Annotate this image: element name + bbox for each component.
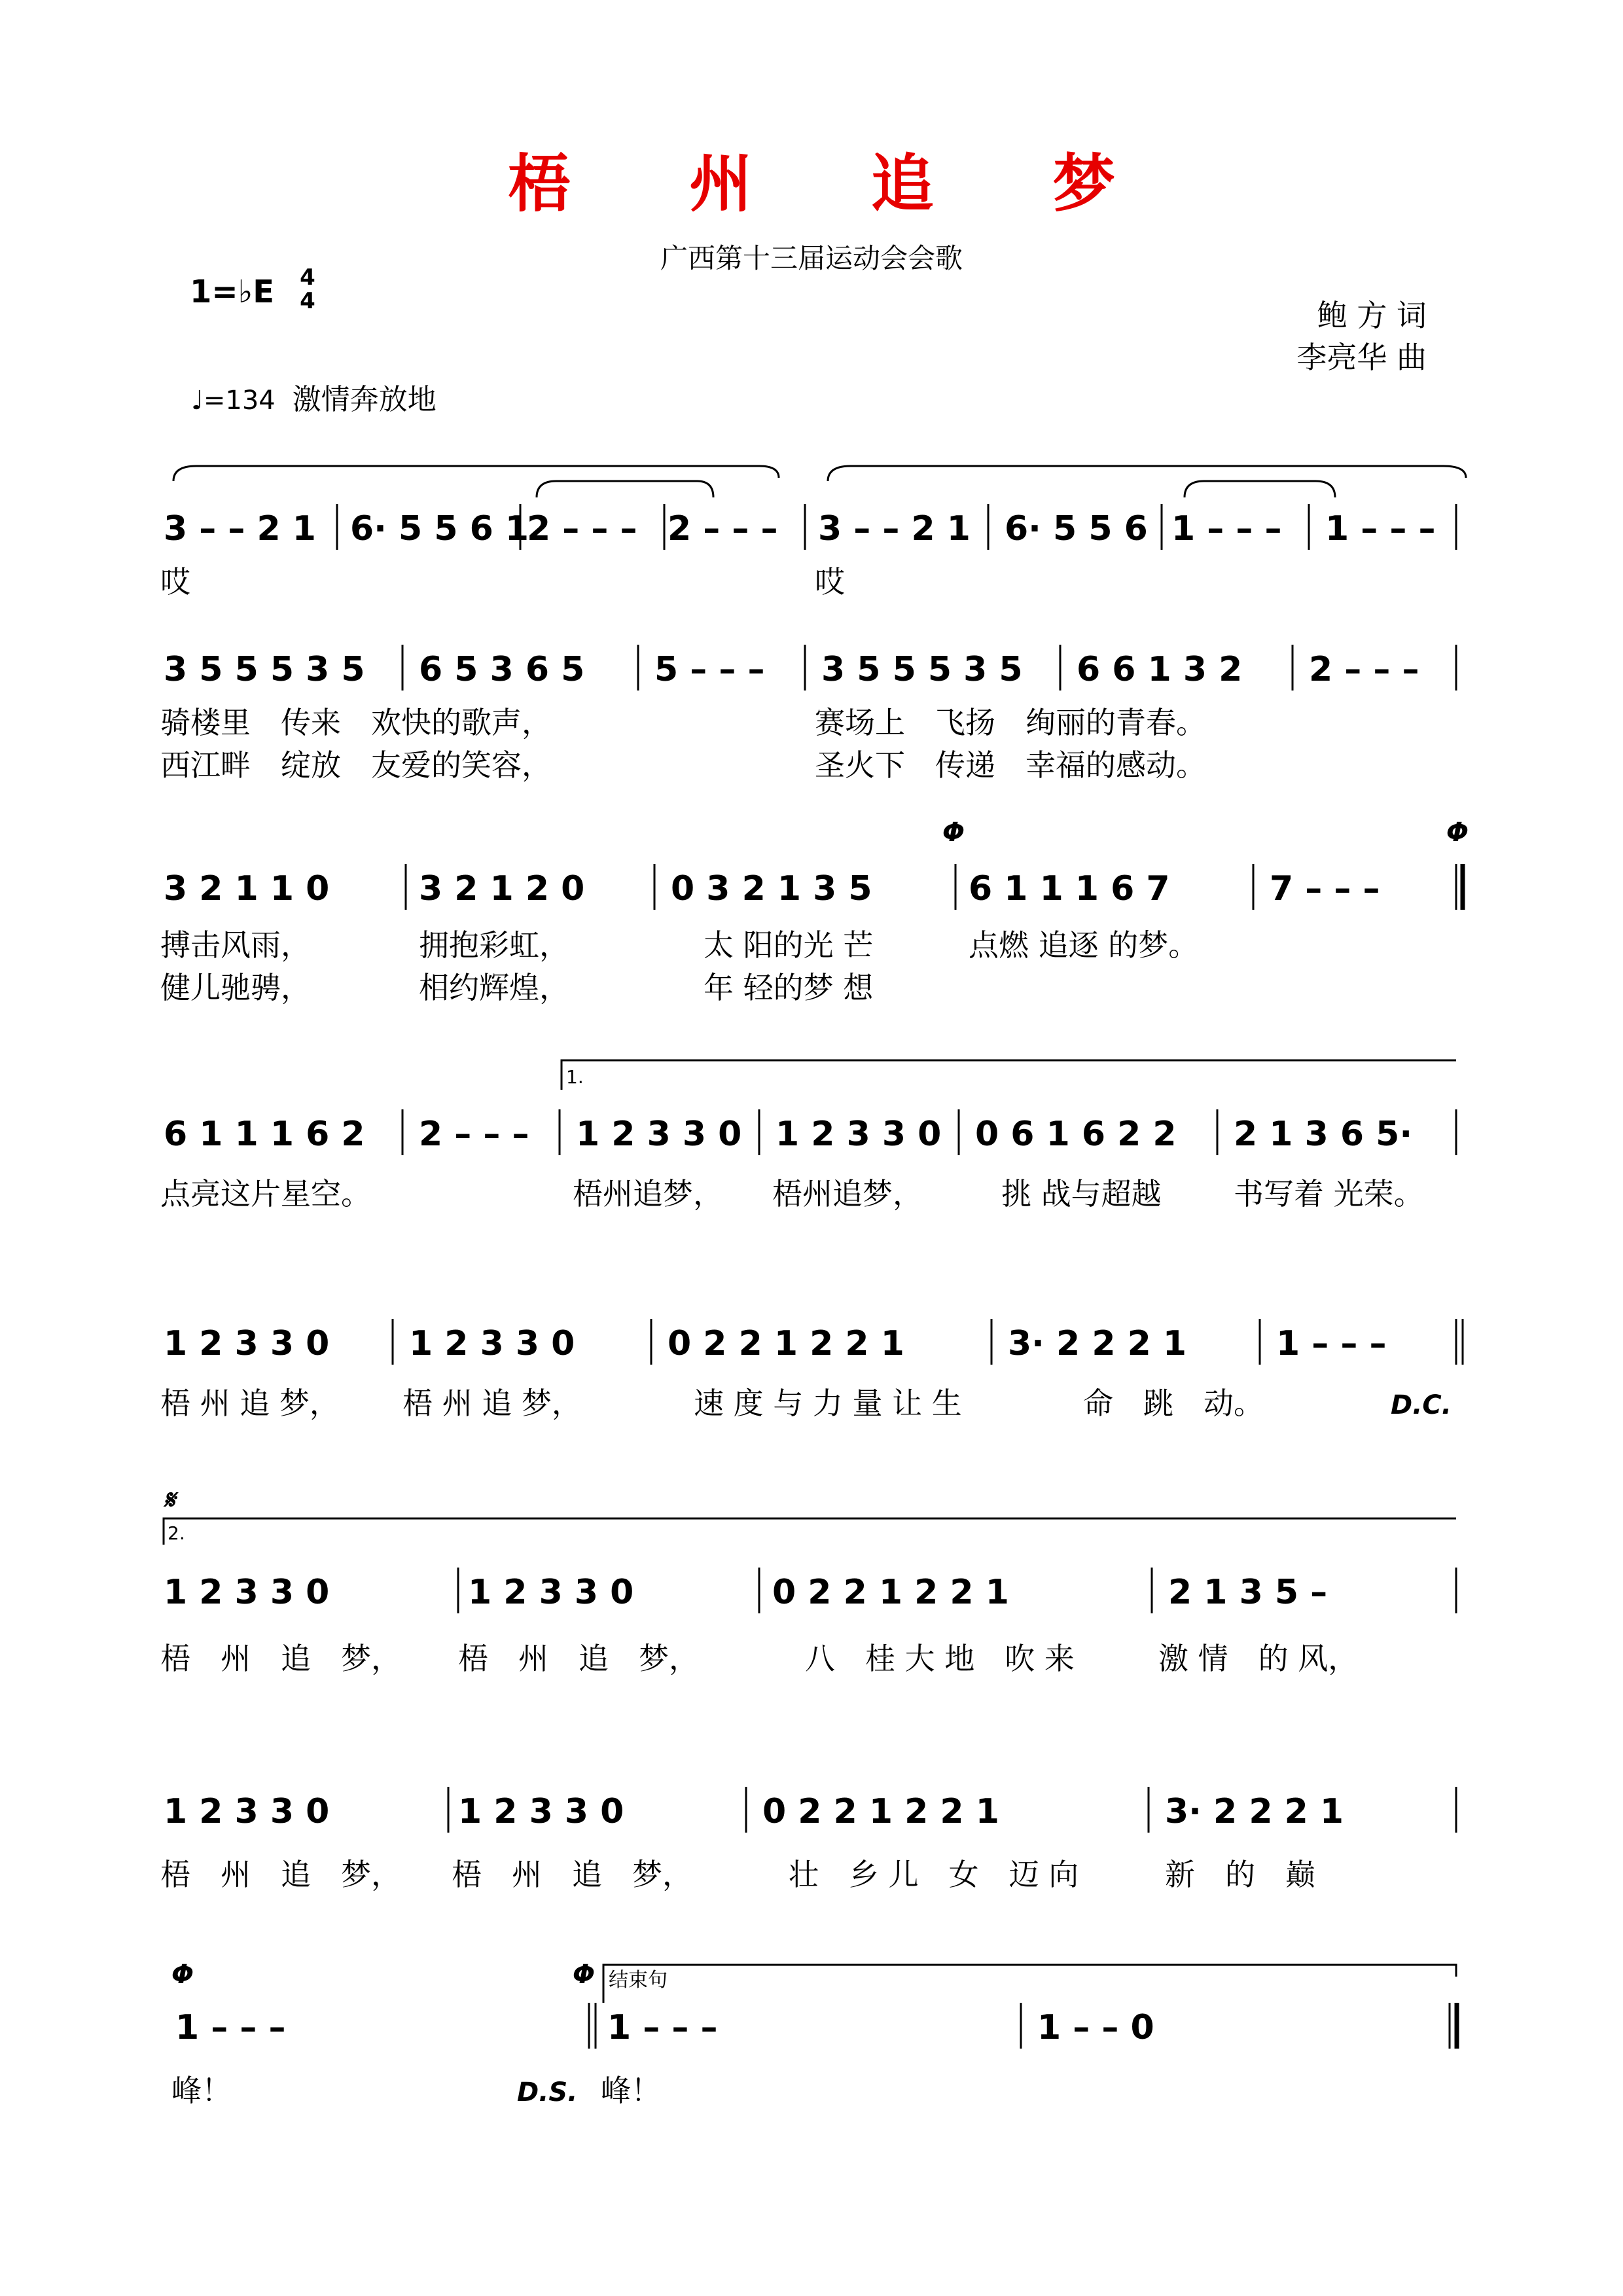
- ds-mark: D.S.: [517, 2077, 578, 2108]
- measure-notes: 6 1 1 1 6 7: [969, 869, 1170, 908]
- measure-notes: 7 – – –: [1270, 869, 1380, 908]
- coda-mark: Φ: [1446, 817, 1469, 848]
- lyric: 哎: [160, 564, 190, 600]
- lyric: 峰！: [601, 2073, 661, 2108]
- measure-notes: 1 2 3 3 0: [468, 1573, 634, 1612]
- coda-mark: Φ: [942, 817, 965, 848]
- row-1: [160, 466, 1466, 600]
- measure-notes: 1 – – –: [607, 2008, 718, 2047]
- measure-notes: 6· 5 5 6: [1005, 509, 1148, 548]
- lyric: 梧 州 追 梦，: [160, 1386, 340, 1421]
- time-signature-bottom: 4: [300, 288, 315, 314]
- lyric: 哎: [815, 564, 845, 600]
- measure-notes: 3· 2 2 2 1: [1165, 1792, 1344, 1831]
- volta-bracket: [562, 1060, 1456, 1090]
- measure-notes: 6 1 1 1 6 2: [164, 1115, 365, 1154]
- lyricist-credit: 鲍 方 词: [1317, 298, 1427, 333]
- lyric: 峰！: [171, 2073, 232, 2108]
- measure-notes: 1 2 3 3 0: [164, 1573, 330, 1612]
- lyric: 圣火下 传递 幸福的感动。: [815, 747, 1206, 783]
- measure-notes: 2 1 3 6 5·: [1234, 1115, 1413, 1154]
- lyric: 梧 州 追 梦，: [402, 1386, 582, 1421]
- row-8: [171, 1960, 1457, 2108]
- key-signature: 1=♭E: [190, 274, 275, 310]
- measure-notes: 3 5 5 5 3 5: [821, 650, 1023, 689]
- coda-mark: Φ: [573, 1960, 596, 1990]
- measure-notes: 3 2 1 1 0: [164, 869, 330, 908]
- dc-mark: D.C.: [1391, 1390, 1452, 1420]
- segno-mark: 𝄋: [164, 1485, 175, 1515]
- slur: [173, 466, 779, 481]
- tie: [1185, 481, 1335, 497]
- measure-notes: 3 – – 2 1: [818, 509, 971, 548]
- measure-notes: 2 – – –: [1309, 650, 1419, 689]
- lyric: 梧州追梦，: [573, 1176, 723, 1211]
- lyric: 速 度 与 力 量 让 生: [694, 1386, 962, 1421]
- measure-notes: 1 2 3 3 0: [164, 1792, 330, 1831]
- composer-credit: 李亮华 曲: [1296, 340, 1427, 375]
- lyric: 年 轻的梦 想: [704, 970, 874, 1005]
- lyric: 太 阳的光 芒: [704, 927, 874, 963]
- measure-notes: 1 – – –: [1325, 509, 1436, 548]
- lyric: 西江畔 绽放 友爱的笑容，: [160, 747, 552, 783]
- measure-notes: 1 2 3 3 0: [576, 1115, 742, 1154]
- lyric: 搏击风雨，: [160, 927, 311, 963]
- lyric: 命 跳 动。: [1083, 1386, 1264, 1421]
- measure-notes: 1 – – –: [1276, 1324, 1387, 1363]
- measure-notes: 6· 5 5 6 1: [350, 509, 529, 548]
- lyric: 梧州追梦，: [772, 1176, 923, 1211]
- measure-notes: 0 6 1 6 2 2: [975, 1115, 1177, 1154]
- lyric: 相约辉煌，: [419, 970, 569, 1005]
- lyric: 书写着 光荣。: [1234, 1176, 1424, 1211]
- measure-notes: 1 – – 0: [1037, 2008, 1154, 2047]
- measure-notes: 2 – – –: [527, 509, 637, 548]
- lyric: 健儿驰骋，: [160, 970, 311, 1005]
- tie: [537, 481, 713, 497]
- lyric: 新 的 巅: [1165, 1857, 1315, 1892]
- lyric: 梧 州 追 梦，: [160, 1857, 401, 1892]
- tempo-expression: 激情奔放地: [292, 383, 437, 416]
- measure-notes: 6 5 3 6 5: [419, 650, 585, 689]
- measure-notes: 2 – – –: [419, 1115, 529, 1154]
- measure-notes: 1 2 3 3 0: [776, 1115, 942, 1154]
- measure-notes: 1 2 3 3 0: [458, 1792, 624, 1831]
- row-4: [160, 1060, 1456, 1211]
- lyric: 八 桂 大 地 吹 来: [805, 1641, 1075, 1676]
- lyric: 梧 州 追 梦，: [452, 1857, 692, 1892]
- song-subtitle: 广西第十三届运动会会歌: [660, 242, 963, 274]
- row-6: [160, 1485, 1456, 1676]
- row-2: [160, 645, 1456, 783]
- measure-notes: 2 1 3 5 –: [1168, 1573, 1328, 1612]
- lyric: 壮 乡 儿 女 迈 向: [789, 1857, 1079, 1892]
- lyric: 赛场上 飞扬 绚丽的青春。: [815, 705, 1206, 740]
- measure-notes: 2 – – –: [668, 509, 778, 548]
- measure-notes: 3· 2 2 2 1: [1008, 1324, 1187, 1363]
- time-signature-top: 4: [300, 264, 315, 291]
- measure-notes: 1 – – –: [1171, 509, 1282, 548]
- measure-notes: 3 2 1 2 0: [419, 869, 585, 908]
- lyric: 骑楼里 传来 欢快的歌声，: [160, 705, 552, 740]
- measure-notes: 6 6 1 3 2: [1077, 650, 1243, 689]
- row-3: [160, 817, 1469, 1005]
- lyric: 点燃 追逐 的梦。: [969, 927, 1199, 963]
- lyric: 梧 州 追 梦，: [160, 1641, 401, 1676]
- coda-mark: Φ: [171, 1960, 194, 1990]
- measure-notes: 0 2 2 1 2 2 1: [762, 1792, 999, 1831]
- song-title: 梧 州 追 梦: [507, 147, 1164, 221]
- measure-notes: 1 – – –: [175, 2008, 286, 2047]
- lyric: 挑 战与超越: [1001, 1176, 1162, 1211]
- row-5: [160, 1319, 1463, 1421]
- volta-label: 2.: [168, 1522, 185, 1544]
- measure-notes: 1 2 3 3 0: [409, 1324, 575, 1363]
- measure-notes: 0 2 2 1 2 2 1: [772, 1573, 1009, 1612]
- measure-notes: 1 2 3 3 0: [164, 1324, 330, 1363]
- measure-notes: 0 2 2 1 2 2 1: [668, 1324, 904, 1363]
- lyric: 点亮这片星空。: [160, 1176, 371, 1211]
- outro-label: 结束句: [609, 1969, 668, 1992]
- volta-bracket: [164, 1518, 1456, 1545]
- barlines: [589, 2003, 1457, 2049]
- lyric: 梧 州 追 梦，: [458, 1641, 699, 1676]
- row-7: [160, 1787, 1456, 1892]
- measure-notes: 3 5 5 5 3 5: [164, 650, 365, 689]
- tempo-bpm: ♩=134: [191, 386, 276, 416]
- volta-label: 1.: [566, 1066, 584, 1088]
- lyric: 拥抱彩虹，: [419, 927, 569, 963]
- measure-notes: 3 – – 2 1: [164, 509, 316, 548]
- lyric: 激 情 的 风，: [1158, 1641, 1359, 1676]
- slur: [828, 466, 1466, 481]
- measure-notes: 5 – – –: [654, 650, 765, 689]
- volta-bracket: [603, 1965, 1456, 2003]
- measure-notes: 0 3 2 1 3 5: [671, 869, 872, 908]
